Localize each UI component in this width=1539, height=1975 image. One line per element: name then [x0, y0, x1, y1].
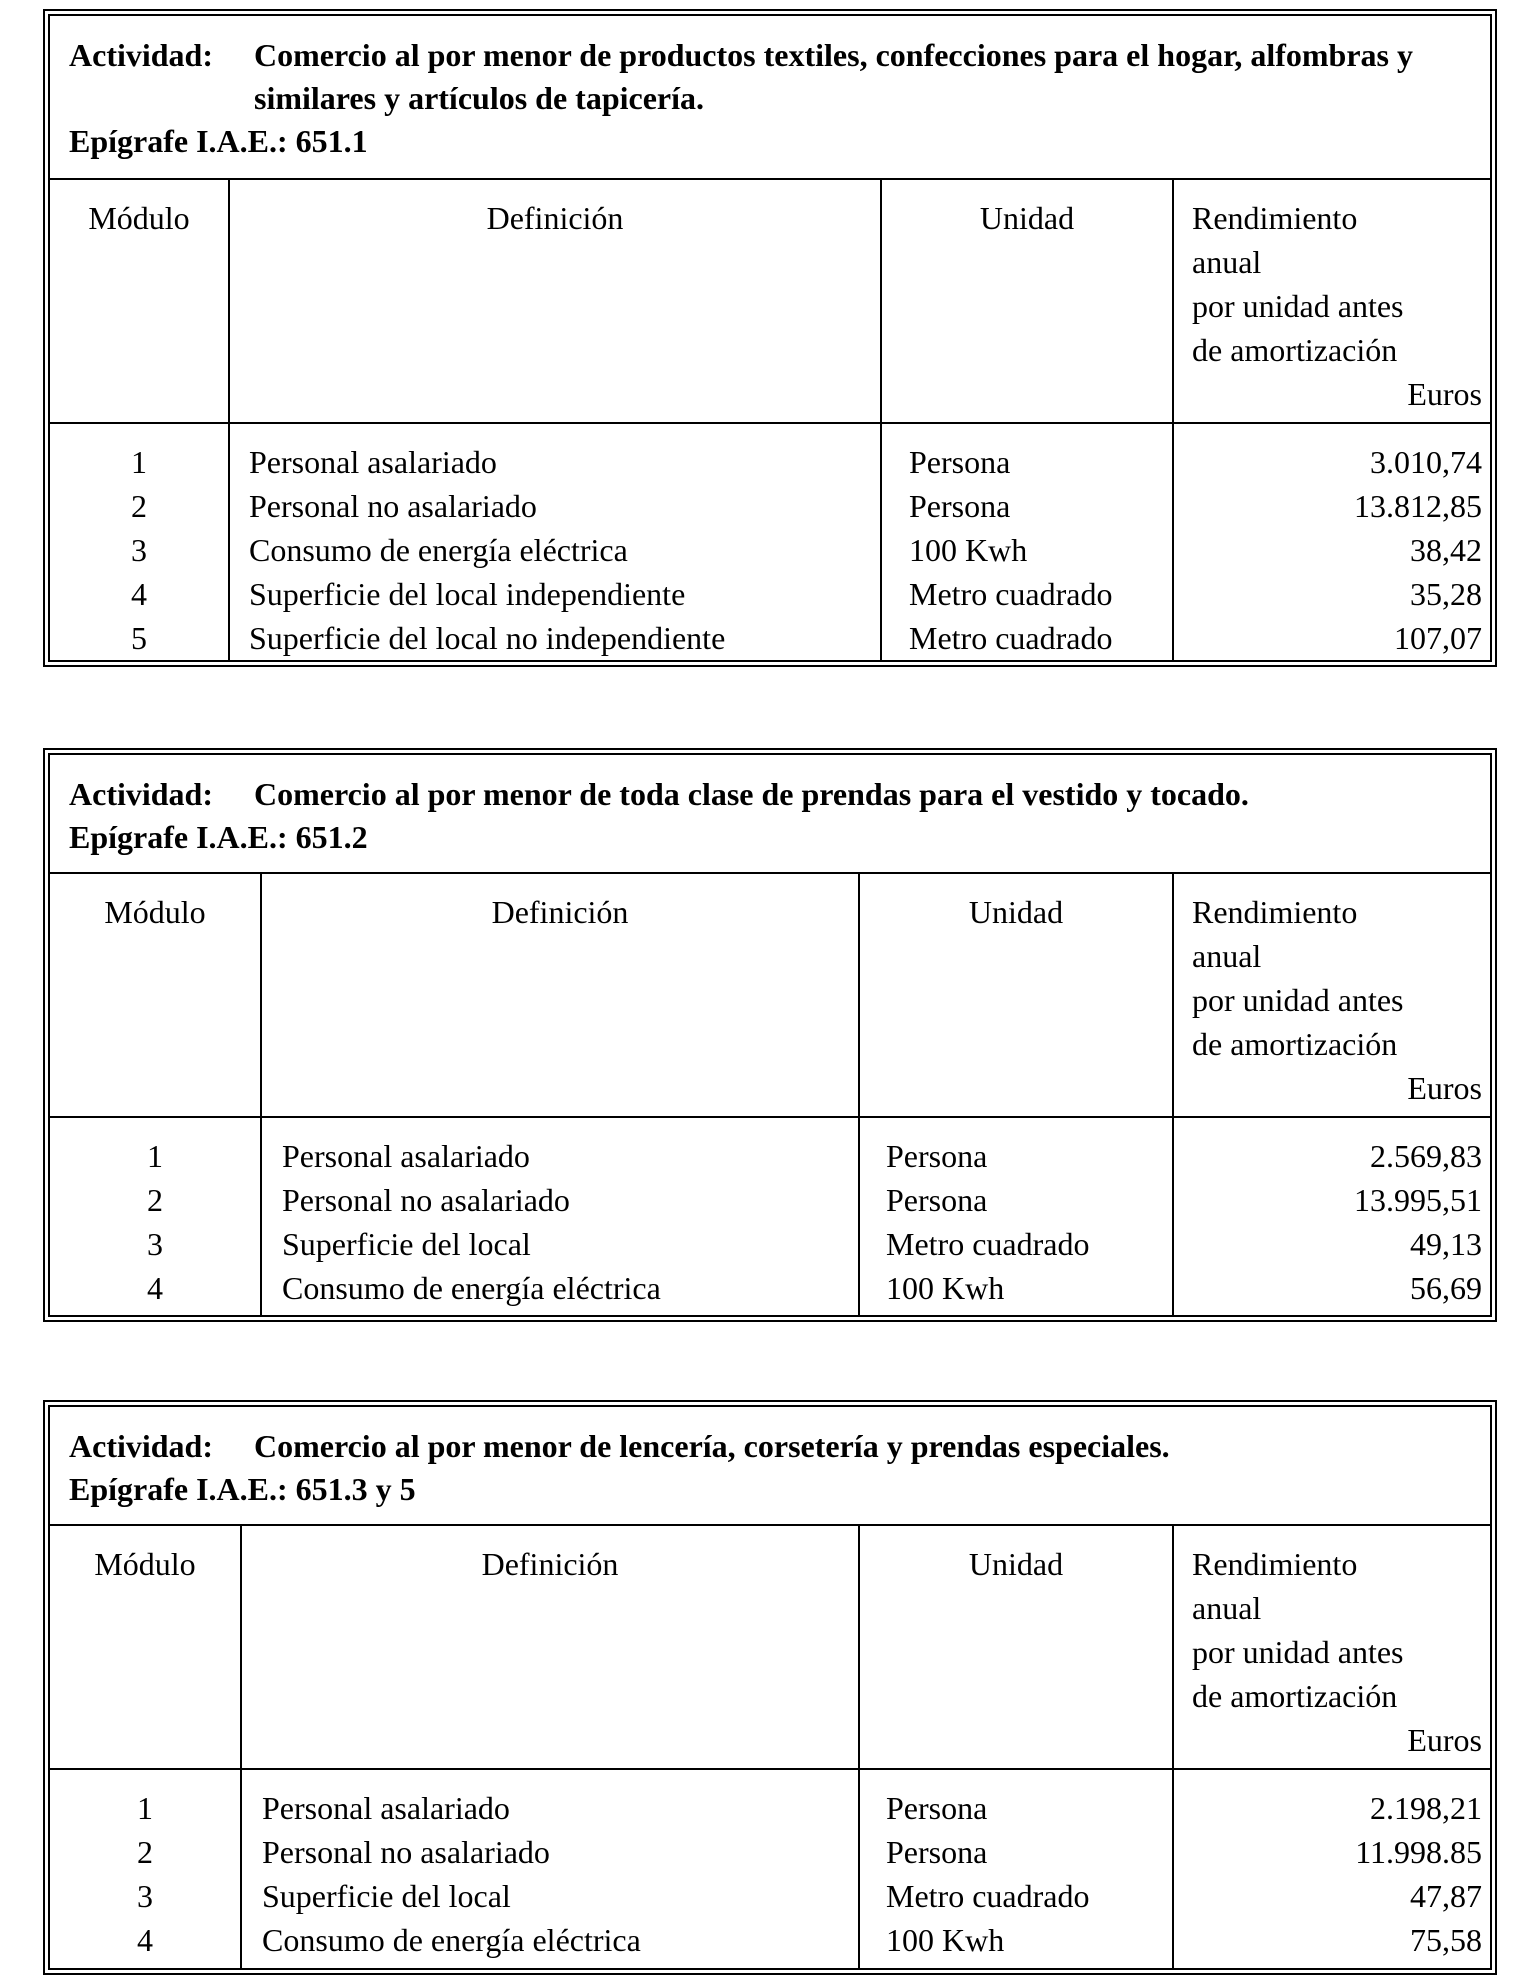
definicion-cell: Superficie del local independiente [249, 576, 686, 612]
unidad-cell: Persona [886, 1790, 988, 1826]
rendimiento-header-line: anual [1192, 938, 1262, 974]
activity-text: Comercio al por menor de lencería, corsetería y prendas especiales. [254, 1428, 1170, 1464]
rendimiento-cell: 2.198,21 [1370, 1790, 1482, 1826]
rendimiento-header [1192, 890, 1482, 1110]
rendimiento-cell: 56,69 [1410, 1270, 1482, 1306]
definicion-cell: Personal asalariado [262, 1790, 510, 1826]
modulo-header: Módulo [94, 1546, 196, 1582]
column-divider [858, 1526, 860, 1968]
activity-label: Actividad: [69, 776, 213, 812]
modulo-column [50, 1786, 240, 1962]
euros-label: Euros [1407, 376, 1482, 412]
header-divider [50, 1768, 1490, 1770]
unidad-header: Unidad [979, 200, 1075, 236]
definicion-header: Definición [481, 1546, 619, 1582]
rendimiento-cell: 13.995,51 [1354, 1182, 1482, 1218]
rendimiento-cell: 75,58 [1410, 1922, 1482, 1958]
module-table-651-3-y-5 [43, 1400, 1497, 1975]
table-frame [48, 1405, 1492, 1970]
rendimiento-header-line: Rendimiento [1192, 894, 1358, 930]
modulo-cell: 1 [131, 444, 147, 480]
unidad-column [886, 1134, 1171, 1310]
rendimiento-column [1174, 440, 1482, 660]
unidad-cell: Persona [886, 1138, 988, 1174]
modulo-cell: 2 [147, 1182, 163, 1218]
rendimiento-header-line: Rendimiento [1192, 1546, 1358, 1582]
column-divider [228, 180, 230, 660]
modulo-cell: 1 [137, 1790, 153, 1826]
definicion-cell: Personal asalariado [249, 444, 497, 480]
header-divider [50, 1116, 1490, 1118]
rendimiento-cell: 3.010,74 [1370, 444, 1482, 480]
rendimiento-column [1174, 1786, 1482, 1962]
modulo-cell: 2 [137, 1834, 153, 1870]
modulo-cell: 4 [131, 576, 147, 612]
epigrafe: Epígrafe I.A.E.: 651.3 y 5 [69, 1471, 416, 1507]
rendimiento-header-line: por unidad antes [1192, 1634, 1404, 1670]
rendimiento-cell: 11.998.85 [1355, 1834, 1482, 1870]
modulo-cell: 3 [147, 1226, 163, 1262]
definicion-cell: Superficie del local [262, 1878, 511, 1914]
activity-label: Actividad: [69, 1428, 213, 1464]
rendimiento-cell: 38,42 [1410, 532, 1482, 568]
rendimiento-header [1192, 1542, 1482, 1762]
table-header [50, 755, 1490, 874]
definicion-cell: Consumo de energía eléctrica [262, 1922, 641, 1958]
unidad-cell: Metro cuadrado [909, 576, 1113, 612]
modulo-cell: 3 [137, 1878, 153, 1914]
modulo-column [50, 1134, 260, 1310]
euros-label: Euros [1407, 1722, 1482, 1758]
rendimiento-header-line: Rendimiento [1192, 200, 1358, 236]
table-header [50, 1407, 1490, 1526]
module-table-651-1 [43, 9, 1497, 667]
activity-text: Comercio al por menor de toda clase de prendas para el vestido y tocado. [254, 776, 1249, 812]
modulo-cell: 2 [131, 488, 147, 524]
unidad-cell: 100 Kwh [886, 1922, 1005, 1958]
modulo-cell: 5 [131, 620, 147, 656]
rendimiento-header-line: de amortización [1192, 1026, 1398, 1062]
unidad-cell: Metro cuadrado [909, 620, 1113, 656]
definicion-cell: Personal asalariado [282, 1138, 530, 1174]
rendimiento-header-line: anual [1192, 244, 1262, 280]
modulo-cell: 3 [131, 532, 147, 568]
unidad-cell: Persona [909, 488, 1011, 524]
unidad-column [909, 440, 1171, 660]
rendimiento-header-line: de amortización [1192, 332, 1398, 368]
epigrafe: Epígrafe I.A.E.: 651.1 [69, 123, 368, 159]
rendimiento-header-line: de amortización [1192, 1678, 1398, 1714]
definicion-cell: Consumo de energía eléctrica [249, 532, 628, 568]
rendimiento-cell: 49,13 [1410, 1226, 1482, 1262]
table-header [50, 16, 1490, 180]
unidad-cell: Persona [886, 1834, 988, 1870]
rendimiento-header-line: anual [1192, 1590, 1262, 1626]
rendimiento-cell: 47,87 [1410, 1878, 1482, 1914]
activity-row [69, 773, 1490, 816]
column-divider [240, 1526, 242, 1968]
rendimiento-cell: 35,28 [1410, 576, 1482, 612]
euros-label: Euros [1407, 1070, 1482, 1106]
definicion-cell: Personal no asalariado [282, 1182, 570, 1218]
unidad-column [886, 1786, 1171, 1962]
header-divider [50, 422, 1490, 424]
column-divider [858, 874, 860, 1315]
definicion-column [262, 1786, 857, 1962]
definicion-column [282, 1134, 857, 1310]
unidad-cell: 100 Kwh [909, 532, 1028, 568]
activity-label: Actividad: [69, 37, 213, 73]
unidad-header: Unidad [968, 1546, 1064, 1582]
rendimiento-header [1192, 196, 1482, 416]
definicion-cell: Personal no asalariado [262, 1834, 550, 1870]
definicion-header: Definición [491, 894, 629, 930]
definicion-cell: Consumo de energía eléctrica [282, 1270, 661, 1306]
rendimiento-cell: 107,07 [1394, 620, 1482, 656]
unidad-cell: 100 Kwh [886, 1270, 1005, 1306]
definicion-header: Definición [486, 200, 624, 236]
modulo-cell: 4 [137, 1922, 153, 1958]
unidad-cell: Persona [909, 444, 1011, 480]
modulo-cell: 1 [147, 1138, 163, 1174]
modulo-column [50, 440, 228, 660]
unidad-header: Unidad [968, 894, 1064, 930]
rendimiento-header-line: por unidad antes [1192, 982, 1404, 1018]
definicion-cell: Personal no asalariado [249, 488, 537, 524]
activity-row [69, 34, 1490, 120]
table-frame [48, 14, 1492, 662]
definicion-column [249, 440, 879, 660]
column-divider [260, 874, 262, 1315]
rendimiento-cell: 13.812,85 [1354, 488, 1482, 524]
unidad-cell: Persona [886, 1182, 988, 1218]
modulo-header: Módulo [88, 200, 190, 236]
unidad-cell: Metro cuadrado [886, 1226, 1090, 1262]
modulo-header: Módulo [104, 894, 206, 930]
column-divider [880, 180, 882, 660]
modulo-cell: 4 [147, 1270, 163, 1306]
table-frame [48, 753, 1492, 1317]
activity-row [69, 1425, 1490, 1468]
rendimiento-column [1174, 1134, 1482, 1310]
activity-text: Comercio al por menor de productos textiles, confecciones para el hogar, alfombras y similares y artículos de tapicería. [254, 37, 1413, 116]
unidad-cell: Metro cuadrado [886, 1878, 1090, 1914]
module-table-651-2 [43, 748, 1497, 1322]
epigrafe: Epígrafe I.A.E.: 651.2 [69, 819, 368, 855]
rendimiento-header-line: por unidad antes [1192, 288, 1404, 324]
definicion-cell: Superficie del local no independiente [249, 620, 726, 656]
rendimiento-cell: 2.569,83 [1370, 1138, 1482, 1174]
definicion-cell: Superficie del local [282, 1226, 531, 1262]
